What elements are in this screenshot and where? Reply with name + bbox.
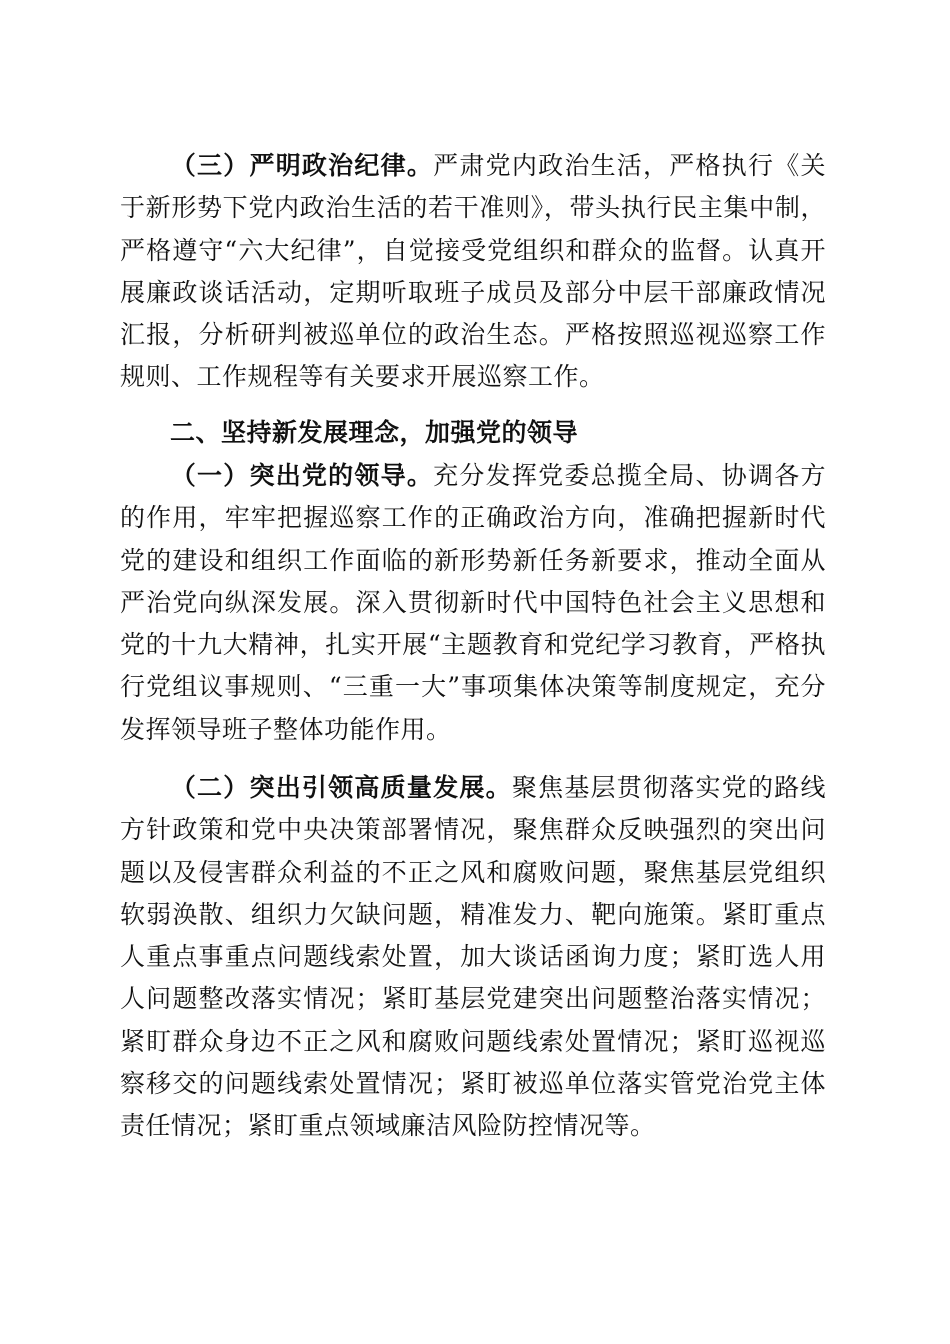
paragraph-section-two	[120, 767, 826, 1148]
paragraph-lead: （一）突出党的领导。	[170, 461, 434, 490]
paragraph-section-three	[120, 145, 826, 399]
paragraph-body: 充分发挥党委总揽全局、协调各方的作用，牢牢把握巡察工作的正确政治方向，准确把握新时代党的建设和组织工作面临的新形势新任务新要求，推动全面从严治党向纵深发展。深入贯彻新时代中国特色社会主义思想和党的十九大精神，扎实开展“主题教育和党纪学习教育，严格执行党组议事规则、“三重一大”事项集体决策等制度规定，充分发挥领导班子整体功能作用。	[120, 461, 826, 744]
section-heading: 二、坚持新发展理念，加强党的领导	[170, 418, 579, 447]
paragraph-body: 严肃党内政治生活，严格执行《关于新形势下党内政治生活的若干准则》，带头执行民主集中制，严格遵守“六大纪律”，自觉接受党组织和群众的监督。认真开展廉政谈话活动，定期听取班子成员及部分中层干部廉政情况汇报，分析研判被巡单位的政治生态。严格按照巡视巡察工作规则、工作规程等有关要求开展巡察工作。	[120, 151, 826, 392]
paragraph-body: 聚焦基层贯彻落实党的路线方针政策和党中央决策部署情况，聚焦群众反映强烈的突出问题以及侵害群众利益的不正之风和腐败问题，聚焦基层党组织软弱涣散、组织力欠缺问题，精准发力、靶向施策。紧盯重点人重点事重点问题线索处置，加大谈话函询力度；紧盯选人用人问题整改落实情况；紧盯基层党建突出问题整治落实情况；紧盯群众身边不正之风和腐败问题线索处置情况；紧盯巡视巡察移交的问题线索处置情况；紧盯被巡单位落实管党治党主体责任情况；紧盯重点领域廉洁风险防控情况等。	[120, 773, 826, 1141]
paragraph-lead: （二）突出引领高质量发展。	[170, 773, 512, 802]
paragraph-section-one	[120, 455, 826, 751]
paragraph-lead: （三）严明政治纪律。	[170, 151, 434, 180]
